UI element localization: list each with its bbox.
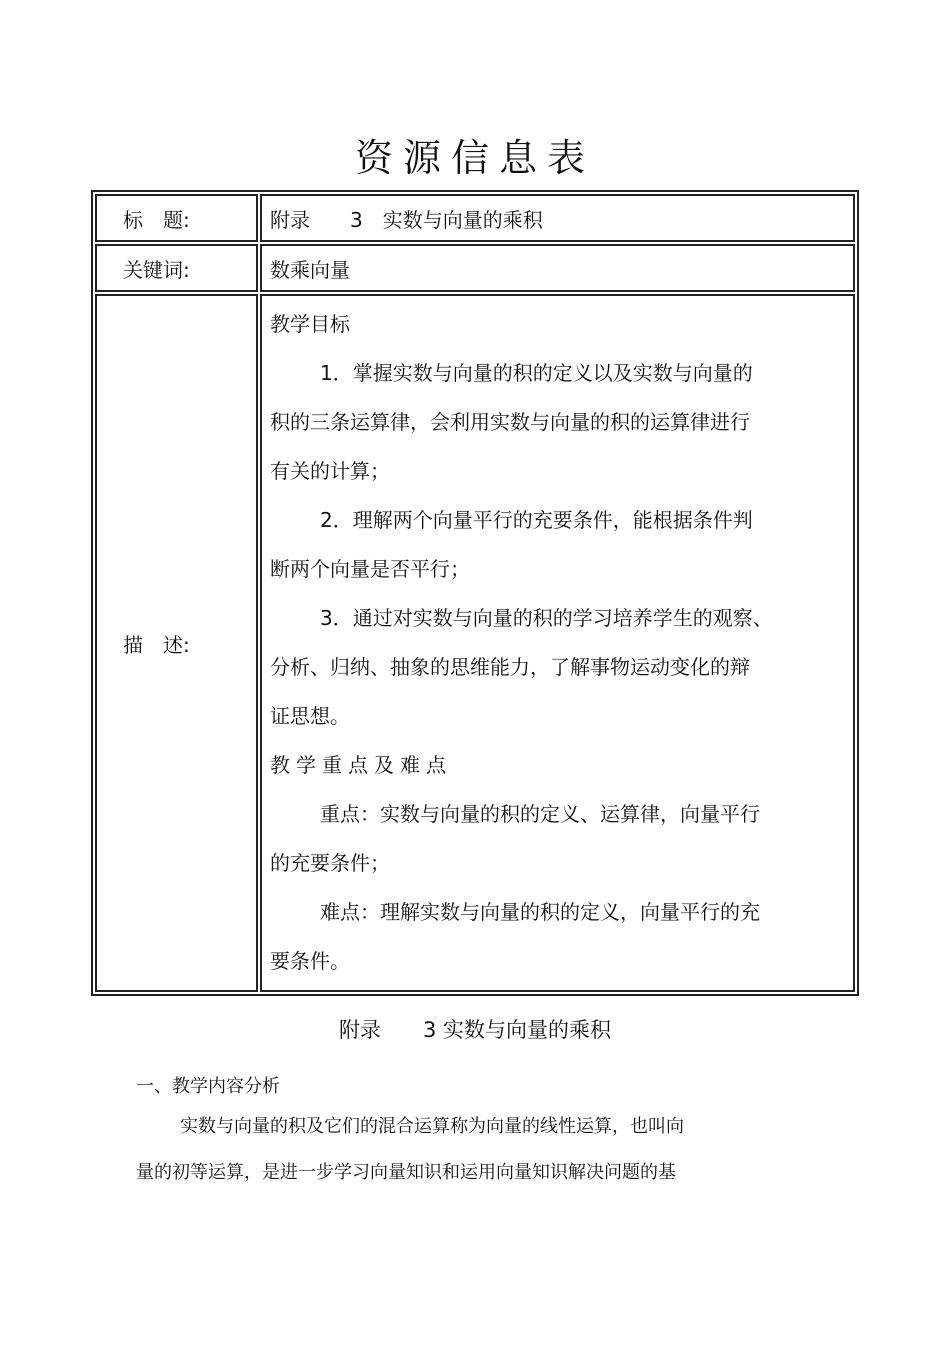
goal-2-line-2: 断两个向量是否平行； <box>270 557 470 581</box>
difficulty-line-1: 难点：理解实数与向量的积的定义，向量平行的充 <box>320 900 760 924</box>
title-value: 附录 3 实数与向量的乘积 <box>260 194 855 242</box>
paragraph-line-1: 实数与向量的积及它们的混合运算称为向量的线性运算，也叫向 <box>180 1116 684 1137</box>
goal-2-line-1: 2．理解两个向量平行的充要条件，能根据条件判 <box>320 508 753 532</box>
goal-3-line-3: 证思想。 <box>270 704 350 728</box>
paragraph-line-2: 量的初等运算，是进一步学习向量知识和运用向量知识解决问题的基 <box>136 1162 676 1183</box>
goal-1-line-3: 有关的计算； <box>270 459 390 483</box>
description-content <box>260 294 855 992</box>
key-points-heading: 教学重点及难点 <box>270 753 452 777</box>
title-label: 标 题: <box>95 194 258 242</box>
section-1 <box>136 1070 816 1196</box>
resource-info-table <box>91 190 859 996</box>
keyword-value: 数乘向量 <box>260 244 855 292</box>
table-row-title <box>95 194 855 242</box>
keyword-label: 关键词: <box>95 244 258 292</box>
table-row-description <box>95 294 855 992</box>
table-row-keyword <box>95 244 855 292</box>
goal-1-line-1: 1．掌握实数与向量的积的定义以及实数与向量的 <box>320 361 753 385</box>
teaching-goals-heading: 教学目标 <box>270 312 350 336</box>
section-title: 附录 3 实数与向量的乘积 <box>338 1018 612 1042</box>
difficulty-line-2: 要条件。 <box>270 949 350 973</box>
description-label: 描 述: <box>95 294 258 992</box>
page-title: 资源信息表 <box>354 136 595 180</box>
section-1-heading: 一、教学内容分析 <box>136 1076 280 1097</box>
goal-1-line-2: 积的三条运算律，会利用实数与向量的积的运算律进行 <box>270 410 750 434</box>
goal-3-line-2: 分析、归纳、抽象的思维能力，了解事物运动变化的辩 <box>270 655 750 679</box>
goal-3-line-1: 3．通过对实数与向量的积的学习培养学生的观察、 <box>320 606 773 630</box>
key-point-line-1: 重点：实数与向量的积的定义、运算律，向量平行 <box>320 802 760 826</box>
key-point-line-2: 的充要条件； <box>270 851 390 875</box>
